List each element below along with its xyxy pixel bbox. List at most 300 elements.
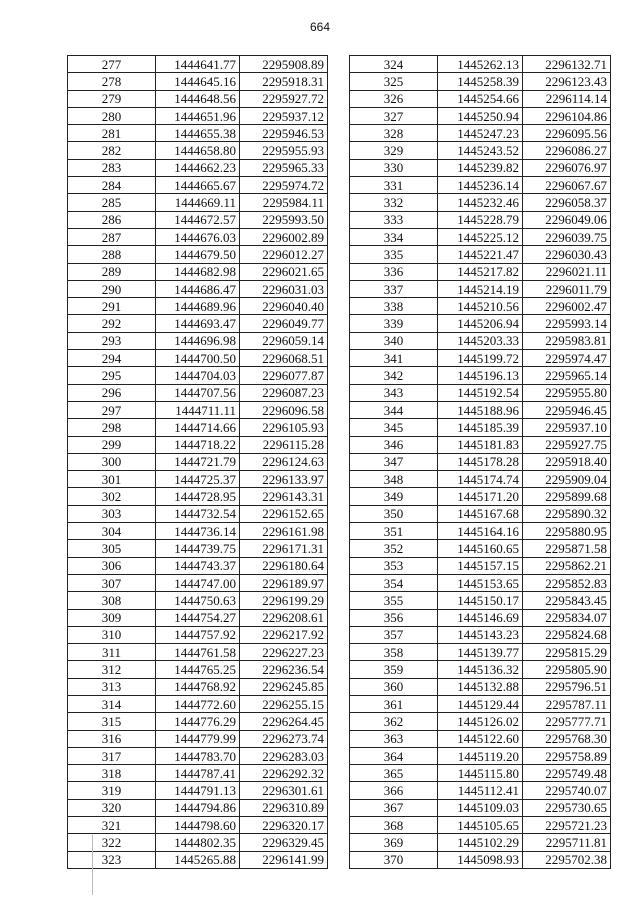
point-number-cell: 308: [68, 592, 156, 609]
y-coordinate-cell: 2296021.65: [240, 263, 328, 280]
y-coordinate-cell: 2295909.04: [523, 471, 611, 488]
x-coordinate-cell: 1445122.60: [438, 730, 523, 747]
x-coordinate-cell: 1444665.67: [156, 177, 240, 194]
table-row: [68, 713, 328, 730]
x-coordinate-cell: 1444669.11: [156, 194, 240, 211]
x-coordinate-cell: 1444718.22: [156, 436, 240, 453]
y-coordinate-cell: 2295711.81: [523, 834, 611, 851]
x-coordinate-cell: 1444655.38: [156, 125, 240, 142]
point-number-cell: 290: [68, 280, 156, 297]
point-number-cell: 313: [68, 678, 156, 695]
point-number-cell: 345: [350, 419, 438, 436]
y-coordinate-cell: 2296329.45: [240, 834, 328, 851]
x-coordinate-cell: 1444651.96: [156, 107, 240, 124]
x-coordinate-cell: 1444787.41: [156, 765, 240, 782]
y-coordinate-cell: 2296208.61: [240, 609, 328, 626]
point-number-cell: 342: [350, 367, 438, 384]
table-row: [68, 471, 328, 488]
table-row: [350, 523, 611, 540]
y-coordinate-cell: 2296058.37: [523, 194, 611, 211]
y-coordinate-cell: 2296273.74: [240, 730, 328, 747]
point-number-cell: 366: [350, 782, 438, 799]
table-row: [350, 419, 611, 436]
table-row: [68, 419, 328, 436]
point-number-cell: 281: [68, 125, 156, 142]
table-row: [350, 263, 611, 280]
point-number-cell: 354: [350, 574, 438, 591]
table-row: [350, 350, 611, 367]
y-coordinate-cell: 2296123.43: [523, 73, 611, 90]
table-row: [350, 592, 611, 609]
x-coordinate-cell: 1445243.52: [438, 142, 523, 159]
table-row: [350, 471, 611, 488]
point-number-cell: 311: [68, 644, 156, 661]
point-number-cell: 283: [68, 159, 156, 176]
point-number-cell: 286: [68, 211, 156, 228]
table-row: [350, 799, 611, 816]
y-coordinate-cell: 2296171.31: [240, 540, 328, 557]
table-row: [350, 557, 611, 574]
y-coordinate-cell: 2296199.29: [240, 592, 328, 609]
table-row: [68, 298, 328, 315]
y-coordinate-cell: 2296095.56: [523, 125, 611, 142]
table-row: [68, 747, 328, 764]
x-coordinate-cell: 1445132.88: [438, 678, 523, 695]
point-number-cell: 332: [350, 194, 438, 211]
point-number-cell: 364: [350, 747, 438, 764]
point-number-cell: 337: [350, 280, 438, 297]
point-number-cell: 343: [350, 384, 438, 401]
x-coordinate-cell: 1445126.02: [438, 713, 523, 730]
y-coordinate-cell: 2295908.89: [240, 56, 328, 73]
y-coordinate-cell: 2295824.68: [523, 626, 611, 643]
y-coordinate-cell: 2296012.27: [240, 246, 328, 263]
table-row: [68, 280, 328, 297]
table-row: [68, 557, 328, 574]
point-number-cell: 361: [350, 695, 438, 712]
table-row: [68, 436, 328, 453]
y-coordinate-cell: 2296152.65: [240, 505, 328, 522]
table-row: [350, 125, 611, 142]
y-coordinate-cell: 2295852.83: [523, 574, 611, 591]
x-coordinate-cell: 1445129.44: [438, 695, 523, 712]
point-number-cell: 355: [350, 592, 438, 609]
x-coordinate-cell: 1445196.13: [438, 367, 523, 384]
x-coordinate-cell: 1444704.03: [156, 367, 240, 384]
x-coordinate-cell: 1444791.13: [156, 782, 240, 799]
x-coordinate-cell: 1444679.50: [156, 246, 240, 263]
table-row: [350, 574, 611, 591]
point-number-cell: 280: [68, 107, 156, 124]
point-number-cell: 314: [68, 695, 156, 712]
point-number-cell: 296: [68, 384, 156, 401]
table-row: [350, 505, 611, 522]
x-coordinate-cell: 1445239.82: [438, 159, 523, 176]
y-coordinate-cell: 2296086.27: [523, 142, 611, 159]
y-coordinate-cell: 2296021.11: [523, 263, 611, 280]
y-coordinate-cell: 2296076.97: [523, 159, 611, 176]
table-row: [350, 107, 611, 124]
x-coordinate-cell: 1445174.74: [438, 471, 523, 488]
point-number-cell: 299: [68, 436, 156, 453]
table-row: [350, 765, 611, 782]
table-row: [68, 315, 328, 332]
y-coordinate-cell: 2295983.81: [523, 332, 611, 349]
x-coordinate-cell: 1445143.23: [438, 626, 523, 643]
x-coordinate-cell: 1444739.75: [156, 540, 240, 557]
y-coordinate-cell: 2295993.14: [523, 315, 611, 332]
x-coordinate-cell: 1445210.56: [438, 298, 523, 315]
table-row: [68, 609, 328, 626]
x-coordinate-cell: 1445157.15: [438, 557, 523, 574]
y-coordinate-cell: 2296217.92: [240, 626, 328, 643]
point-number-cell: 338: [350, 298, 438, 315]
table-row: [68, 384, 328, 401]
point-number-cell: 310: [68, 626, 156, 643]
x-coordinate-cell: 1444754.27: [156, 609, 240, 626]
y-coordinate-cell: 2295871.58: [523, 540, 611, 557]
y-coordinate-cell: 2296236.54: [240, 661, 328, 678]
point-number-cell: 318: [68, 765, 156, 782]
y-coordinate-cell: 2295740.07: [523, 782, 611, 799]
point-number-cell: 304: [68, 523, 156, 540]
x-coordinate-cell: 1445098.93: [438, 851, 523, 868]
y-coordinate-cell: 2296264.45: [240, 713, 328, 730]
y-coordinate-cell: 2296031.03: [240, 280, 328, 297]
y-coordinate-cell: 2296059.14: [240, 332, 328, 349]
x-coordinate-cell: 1445171.20: [438, 488, 523, 505]
point-number-cell: 358: [350, 644, 438, 661]
table-row: [68, 332, 328, 349]
y-coordinate-cell: 2296245.85: [240, 678, 328, 695]
point-number-cell: 309: [68, 609, 156, 626]
table-row: [350, 142, 611, 159]
point-number-cell: 321: [68, 817, 156, 834]
table-row: [350, 678, 611, 695]
y-coordinate-cell: 2295899.68: [523, 488, 611, 505]
table-row: [350, 177, 611, 194]
point-number-cell: 278: [68, 73, 156, 90]
x-coordinate-cell: 1444711.11: [156, 401, 240, 418]
y-coordinate-cell: 2296161.98: [240, 523, 328, 540]
y-coordinate-cell: 2295890.32: [523, 505, 611, 522]
point-number-cell: 317: [68, 747, 156, 764]
x-coordinate-cell: 1444721.79: [156, 453, 240, 470]
point-number-cell: 344: [350, 401, 438, 418]
table-row: [68, 730, 328, 747]
point-number-cell: 325: [350, 73, 438, 90]
table-row: [350, 194, 611, 211]
table-row: [68, 817, 328, 834]
table-row: [350, 298, 611, 315]
y-coordinate-cell: 2296283.03: [240, 747, 328, 764]
y-coordinate-cell: 2295777.71: [523, 713, 611, 730]
point-number-cell: 297: [68, 401, 156, 418]
y-coordinate-cell: 2295787.11: [523, 695, 611, 712]
point-number-cell: 303: [68, 505, 156, 522]
x-coordinate-cell: 1444783.70: [156, 747, 240, 764]
point-number-cell: 301: [68, 471, 156, 488]
point-number-cell: 365: [350, 765, 438, 782]
x-coordinate-cell: 1445136.32: [438, 661, 523, 678]
x-coordinate-cell: 1444689.96: [156, 298, 240, 315]
table-row: [350, 332, 611, 349]
x-coordinate-cell: 1445146.69: [438, 609, 523, 626]
point-number-cell: 370: [350, 851, 438, 868]
page-number: 664: [309, 20, 331, 34]
table-row: [350, 540, 611, 557]
table-row: [68, 765, 328, 782]
point-number-cell: 359: [350, 661, 438, 678]
table-row: [350, 713, 611, 730]
point-number-cell: 334: [350, 228, 438, 245]
point-number-cell: 335: [350, 246, 438, 263]
table-row: [68, 505, 328, 522]
x-coordinate-cell: 1444743.37: [156, 557, 240, 574]
point-number-cell: 340: [350, 332, 438, 349]
point-number-cell: 298: [68, 419, 156, 436]
y-coordinate-cell: 2295993.50: [240, 211, 328, 228]
table-row: [350, 730, 611, 747]
y-coordinate-cell: 2295965.33: [240, 159, 328, 176]
point-number-cell: 288: [68, 246, 156, 263]
x-coordinate-cell: 1444682.98: [156, 263, 240, 280]
table-row: [350, 367, 611, 384]
point-number-cell: 348: [350, 471, 438, 488]
table-row: [350, 436, 611, 453]
y-coordinate-cell: 2296189.97: [240, 574, 328, 591]
table-row: [350, 315, 611, 332]
y-coordinate-cell: 2296104.86: [523, 107, 611, 124]
y-coordinate-cell: 2296049.06: [523, 211, 611, 228]
x-coordinate-cell: 1445115.80: [438, 765, 523, 782]
x-coordinate-cell: 1444761.58: [156, 644, 240, 661]
point-number-cell: 323: [68, 851, 156, 868]
table-row: [350, 211, 611, 228]
y-coordinate-cell: 2295918.31: [240, 73, 328, 90]
x-coordinate-cell: 1444686.47: [156, 280, 240, 297]
y-coordinate-cell: 2295974.72: [240, 177, 328, 194]
table-row: [68, 56, 328, 73]
point-number-cell: 363: [350, 730, 438, 747]
point-number-cell: 320: [68, 799, 156, 816]
point-number-cell: 333: [350, 211, 438, 228]
y-coordinate-cell: 2295927.75: [523, 436, 611, 453]
y-coordinate-cell: 2295955.93: [240, 142, 328, 159]
x-coordinate-cell: 1445112.41: [438, 782, 523, 799]
table-row: [68, 73, 328, 90]
point-number-cell: 330: [350, 159, 438, 176]
x-coordinate-cell: 1444757.92: [156, 626, 240, 643]
table-row: [68, 125, 328, 142]
point-number-cell: 369: [350, 834, 438, 851]
x-coordinate-cell: 1445236.14: [438, 177, 523, 194]
x-coordinate-cell: 1444765.25: [156, 661, 240, 678]
point-number-cell: 285: [68, 194, 156, 211]
x-coordinate-cell: 1444776.29: [156, 713, 240, 730]
point-number-cell: 319: [68, 782, 156, 799]
point-number-cell: 315: [68, 713, 156, 730]
x-coordinate-cell: 1445228.79: [438, 211, 523, 228]
point-number-cell: 362: [350, 713, 438, 730]
table-row: [350, 488, 611, 505]
point-number-cell: 277: [68, 56, 156, 73]
y-coordinate-cell: 2295721.23: [523, 817, 611, 834]
table-row: [350, 159, 611, 176]
point-number-cell: 336: [350, 263, 438, 280]
y-coordinate-cell: 2296049.77: [240, 315, 328, 332]
x-coordinate-cell: 1444648.56: [156, 90, 240, 107]
table-row: [68, 574, 328, 591]
table-row: [68, 211, 328, 228]
y-coordinate-cell: 2296011.79: [523, 280, 611, 297]
table-row: [350, 609, 611, 626]
y-coordinate-cell: 2296320.17: [240, 817, 328, 834]
x-coordinate-cell: 1444750.63: [156, 592, 240, 609]
table-row: [68, 350, 328, 367]
table-row: [68, 453, 328, 470]
point-number-cell: 327: [350, 107, 438, 124]
y-coordinate-cell: 2296039.75: [523, 228, 611, 245]
table-row: [68, 488, 328, 505]
y-coordinate-cell: 2295834.07: [523, 609, 611, 626]
x-coordinate-cell: 1445160.65: [438, 540, 523, 557]
x-coordinate-cell: 1445221.47: [438, 246, 523, 263]
x-coordinate-cell: 1445153.65: [438, 574, 523, 591]
y-coordinate-cell: 2296310.89: [240, 799, 328, 816]
x-coordinate-cell: 1444641.77: [156, 56, 240, 73]
y-coordinate-cell: 2296068.51: [240, 350, 328, 367]
point-number-cell: 295: [68, 367, 156, 384]
x-coordinate-cell: 1444693.47: [156, 315, 240, 332]
y-coordinate-cell: 2296002.47: [523, 298, 611, 315]
x-coordinate-cell: 1445250.94: [438, 107, 523, 124]
point-number-cell: 307: [68, 574, 156, 591]
y-coordinate-cell: 2296087.23: [240, 384, 328, 401]
y-coordinate-cell: 2295965.14: [523, 367, 611, 384]
point-number-cell: 353: [350, 557, 438, 574]
x-coordinate-cell: 1444662.23: [156, 159, 240, 176]
y-coordinate-cell: 2295937.10: [523, 419, 611, 436]
x-coordinate-cell: 1445214.19: [438, 280, 523, 297]
margin-line: [92, 835, 93, 895]
table-row: [350, 73, 611, 90]
y-coordinate-cell: 2296105.93: [240, 419, 328, 436]
table-row: [350, 834, 611, 851]
y-coordinate-cell: 2295805.90: [523, 661, 611, 678]
x-coordinate-cell: 1445181.83: [438, 436, 523, 453]
x-coordinate-cell: 1444645.16: [156, 73, 240, 90]
table-row: [350, 228, 611, 245]
y-coordinate-cell: 2295730.65: [523, 799, 611, 816]
table-row: [350, 782, 611, 799]
x-coordinate-cell: 1445119.20: [438, 747, 523, 764]
y-coordinate-cell: 2295880.95: [523, 523, 611, 540]
x-coordinate-cell: 1445203.33: [438, 332, 523, 349]
y-coordinate-cell: 2295843.45: [523, 592, 611, 609]
y-coordinate-cell: 2296227.23: [240, 644, 328, 661]
x-coordinate-cell: 1444676.03: [156, 228, 240, 245]
x-coordinate-cell: 1445225.12: [438, 228, 523, 245]
y-coordinate-cell: 2295796.51: [523, 678, 611, 695]
table-row: [350, 817, 611, 834]
x-coordinate-cell: 1445206.94: [438, 315, 523, 332]
y-coordinate-cell: 2296124.63: [240, 453, 328, 470]
point-number-cell: 346: [350, 436, 438, 453]
table-row: [68, 177, 328, 194]
y-coordinate-cell: 2296301.61: [240, 782, 328, 799]
table-row: [68, 523, 328, 540]
x-coordinate-cell: 1444707.56: [156, 384, 240, 401]
point-number-cell: 284: [68, 177, 156, 194]
x-coordinate-cell: 1444736.14: [156, 523, 240, 540]
x-coordinate-cell: 1445254.66: [438, 90, 523, 107]
x-coordinate-cell: 1445105.65: [438, 817, 523, 834]
x-coordinate-cell: 1444700.50: [156, 350, 240, 367]
x-coordinate-cell: 1444747.00: [156, 574, 240, 591]
table-row: [68, 540, 328, 557]
table-row: [350, 661, 611, 678]
table-row: [350, 695, 611, 712]
point-number-cell: 312: [68, 661, 156, 678]
point-number-cell: 293: [68, 332, 156, 349]
y-coordinate-cell: 2295768.30: [523, 730, 611, 747]
point-number-cell: 326: [350, 90, 438, 107]
table-row: [350, 90, 611, 107]
point-number-cell: 328: [350, 125, 438, 142]
x-coordinate-cell: 1445167.68: [438, 505, 523, 522]
point-number-cell: 357: [350, 626, 438, 643]
point-number-cell: 289: [68, 263, 156, 280]
table-row: [68, 246, 328, 263]
x-coordinate-cell: 1445262.13: [438, 56, 523, 73]
table-row: [68, 851, 328, 868]
y-coordinate-cell: 2296180.64: [240, 557, 328, 574]
point-number-cell: 324: [350, 56, 438, 73]
y-coordinate-cell: 2295862.21: [523, 557, 611, 574]
x-coordinate-cell: 1445232.46: [438, 194, 523, 211]
table-row: [350, 851, 611, 868]
x-coordinate-cell: 1444672.57: [156, 211, 240, 228]
x-coordinate-cell: 1445199.72: [438, 350, 523, 367]
x-coordinate-cell: 1444794.86: [156, 799, 240, 816]
x-coordinate-cell: 1445178.28: [438, 453, 523, 470]
y-coordinate-cell: 2296030.43: [523, 246, 611, 263]
table-row: [68, 159, 328, 176]
y-coordinate-cell: 2296002.89: [240, 228, 328, 245]
point-number-cell: 351: [350, 523, 438, 540]
x-coordinate-cell: 1445265.88: [156, 851, 240, 868]
point-number-cell: 322: [68, 834, 156, 851]
point-number-cell: 316: [68, 730, 156, 747]
x-coordinate-cell: 1445258.39: [438, 73, 523, 90]
x-coordinate-cell: 1445164.16: [438, 523, 523, 540]
table-row: [350, 453, 611, 470]
point-number-cell: 350: [350, 505, 438, 522]
y-coordinate-cell: 2296141.99: [240, 851, 328, 868]
coordinates-table-right: [349, 55, 611, 869]
x-coordinate-cell: 1444725.37: [156, 471, 240, 488]
x-coordinate-cell: 1445139.77: [438, 644, 523, 661]
y-coordinate-cell: 2295749.48: [523, 765, 611, 782]
point-number-cell: 356: [350, 609, 438, 626]
table-row: [68, 678, 328, 695]
point-number-cell: 294: [68, 350, 156, 367]
table-row: [68, 644, 328, 661]
point-number-cell: 329: [350, 142, 438, 159]
point-number-cell: 306: [68, 557, 156, 574]
table-row: [350, 280, 611, 297]
